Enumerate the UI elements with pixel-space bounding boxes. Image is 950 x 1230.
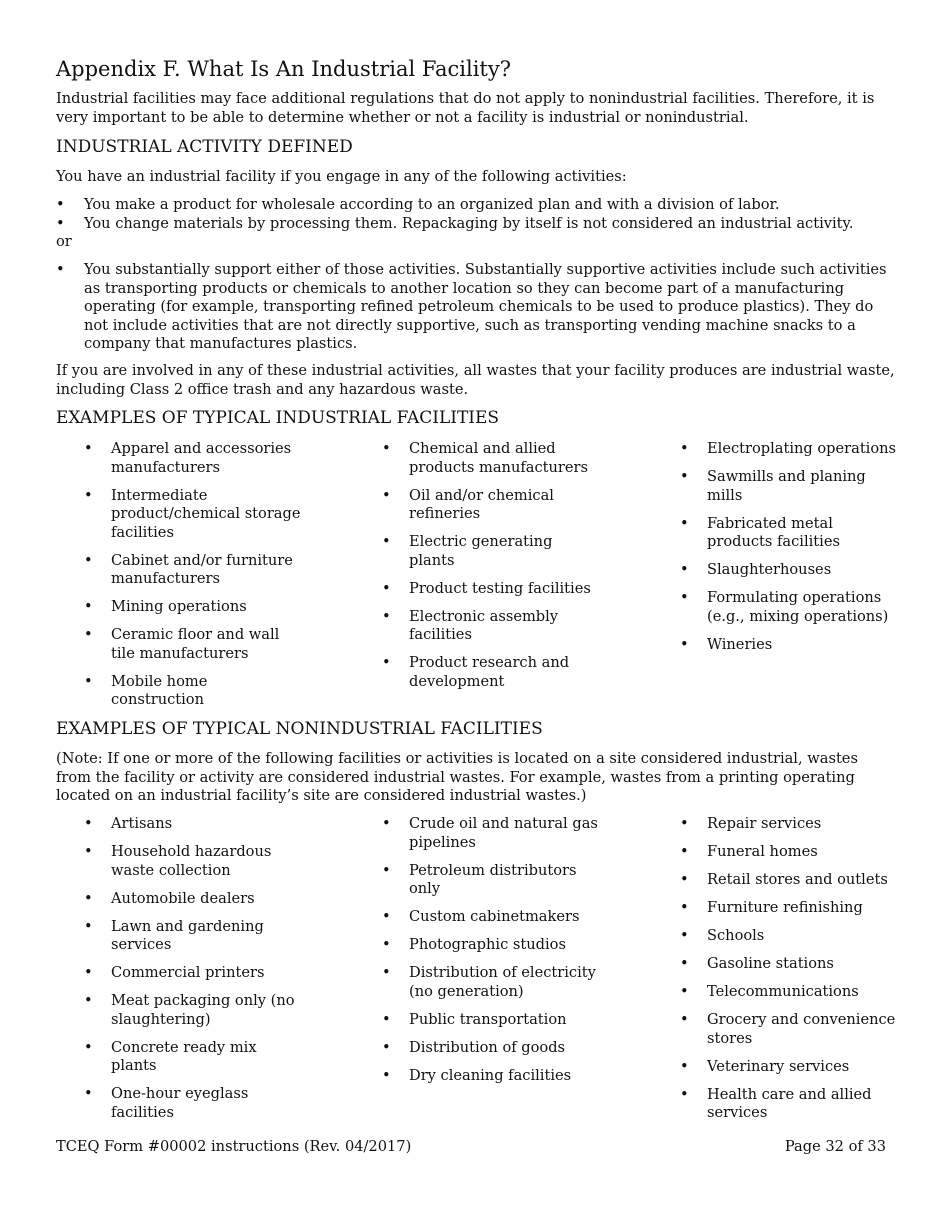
list-item: • Household hazardous waste collection bbox=[84, 843, 304, 880]
section-heading-nonindustrial-examples: EXAMPLES OF TYPICAL NONINDUSTRIAL FACILITIES bbox=[56, 719, 543, 739]
list-item: • Artisans bbox=[84, 815, 304, 834]
list-item: • Commercial printers bbox=[84, 964, 304, 983]
list-item: • Gasoline stations bbox=[680, 955, 900, 974]
list-item: • Custom cabinetmakers bbox=[382, 908, 602, 927]
page-title: Appendix F. What Is An Industrial Facility? bbox=[56, 57, 511, 81]
list-item: • Automobile dealers bbox=[84, 890, 304, 909]
list-item: • Meat packaging only (no slaughtering) bbox=[84, 992, 304, 1029]
intro-paragraph: Industrial facilities may face additional regulations that do not apply to nonindustrial facilities. Therefore, it is very important to be able to determine whether or not a facility is industrial or nonindustrial. bbox=[56, 90, 875, 126]
list-item: • Apparel and accessories manufacturers bbox=[84, 440, 304, 477]
list-item: • Repair services bbox=[680, 815, 900, 834]
list-item: • Electric generating plants bbox=[382, 533, 602, 570]
list-item: • Sawmills and planing mills bbox=[680, 468, 900, 505]
list-item: • Product testing facilities bbox=[382, 580, 602, 599]
list-item: • Electronic assembly facilities bbox=[382, 608, 602, 645]
list-item: • Concrete ready mix plants bbox=[84, 1039, 304, 1076]
list-item: • Veterinary services bbox=[680, 1058, 900, 1077]
page-prefix: Page bbox=[784, 1138, 826, 1155]
section-heading-industrial-activity: INDUSTRIAL ACTIVITY DEFINED bbox=[56, 137, 353, 157]
page-mid: of bbox=[843, 1138, 868, 1155]
industrial-col-3 bbox=[680, 440, 900, 664]
list-item: • Grocery and convenience stores bbox=[680, 1011, 900, 1048]
activity-list-a bbox=[56, 196, 896, 233]
list-item: • Dry cleaning facilities bbox=[382, 1067, 602, 1086]
list-item: • Mobile home construction bbox=[84, 673, 304, 710]
section1-closing: If you are involved in any of these industrial activities, all wastes that your facility produces are industrial waste, including Class 2 office trash and any hazardous waste. bbox=[56, 362, 895, 398]
section-heading-industrial-examples: EXAMPLES OF TYPICAL INDUSTRIAL FACILITIES bbox=[56, 408, 500, 428]
nonindustrial-col-1 bbox=[84, 815, 304, 1132]
list-item: • Oil and/or chemical refineries bbox=[382, 487, 602, 524]
form-reference: TCEQ Form #00002 instructions (Rev. 04/2017) bbox=[56, 1138, 412, 1155]
list-item: • Funeral homes bbox=[680, 843, 900, 862]
industrial-col-2 bbox=[382, 440, 602, 701]
list-item: • Formulating operations (e.g., mixing operations) bbox=[680, 589, 900, 626]
list-item: • You change materials by processing them. Repackaging by itself is not considered an industrial activity. bbox=[56, 215, 896, 234]
list-item: • Furniture refinishing bbox=[680, 899, 900, 918]
list-item: • Distribution of electricity (no generation) bbox=[382, 964, 602, 1001]
list-item: • Intermediate product/chemical storage facilities bbox=[84, 487, 304, 543]
nonindustrial-col-3 bbox=[680, 815, 900, 1132]
list-item: • Crude oil and natural gas pipelines bbox=[382, 815, 602, 852]
list-item: • Product research and development bbox=[382, 654, 602, 691]
list-item: • Cabinet and/or furniture manufacturers bbox=[84, 552, 304, 589]
list-item: • Lawn and gardening services bbox=[84, 918, 304, 955]
list-item: • Health care and allied services bbox=[680, 1086, 900, 1123]
list-item: • Chemical and allied products manufacturers bbox=[382, 440, 602, 477]
section1-lead: You have an industrial facility if you engage in any of the following activities: bbox=[56, 168, 627, 185]
list-item: • You make a product for wholesale according to an organized plan and with a division of labor. bbox=[56, 196, 896, 215]
list-item: • Telecommunications bbox=[680, 983, 900, 1002]
or-text: or bbox=[56, 233, 72, 250]
page-number bbox=[785, 1138, 886, 1155]
nonindustrial-note: (Note: If one or more of the following facilities or activities is located on a site considered industrial, wastes from the facility or activity are considered industrial wastes. For example, wastes from a printing operating located on an industrial facility’s site are considered industrial wastes.) bbox=[56, 750, 858, 804]
list-item: • Distribution of goods bbox=[382, 1039, 602, 1058]
page-total: 33 bbox=[867, 1138, 886, 1155]
list-item: • Petroleum distributors only bbox=[382, 862, 602, 899]
list-item: • Photographic studios bbox=[382, 936, 602, 955]
list-item: • Retail stores and outlets bbox=[680, 871, 900, 890]
page-current: 32 bbox=[825, 1138, 844, 1155]
list-item: • Ceramic floor and wall tile manufacturers bbox=[84, 626, 304, 663]
list-item: • Public transportation bbox=[382, 1011, 602, 1030]
list-item: • Schools bbox=[680, 927, 900, 946]
industrial-col-1 bbox=[84, 440, 304, 719]
nonindustrial-col-2 bbox=[382, 815, 602, 1095]
list-item: • Wineries bbox=[680, 636, 900, 655]
list-item: • Electroplating operations bbox=[680, 440, 900, 459]
list-item: • One-hour eyeglass facilities bbox=[84, 1085, 304, 1122]
activity-list-b bbox=[56, 261, 896, 354]
list-item: • Mining operations bbox=[84, 598, 304, 617]
list-item: • Fabricated metal products facilities bbox=[680, 515, 900, 552]
list-item: • You substantially support either of those activities. Substantially supportive activities include such activities as transporting products or chemicals to another location so they can become part of a manufacturing operating (for example, transporting refined petroleum chemicals to be used to produce plastics). They do not include activities that are not directly supportive, such as transporting vending machine snacks to a company that manufactures plastics. bbox=[56, 261, 896, 354]
list-item: • Slaughterhouses bbox=[680, 561, 900, 580]
